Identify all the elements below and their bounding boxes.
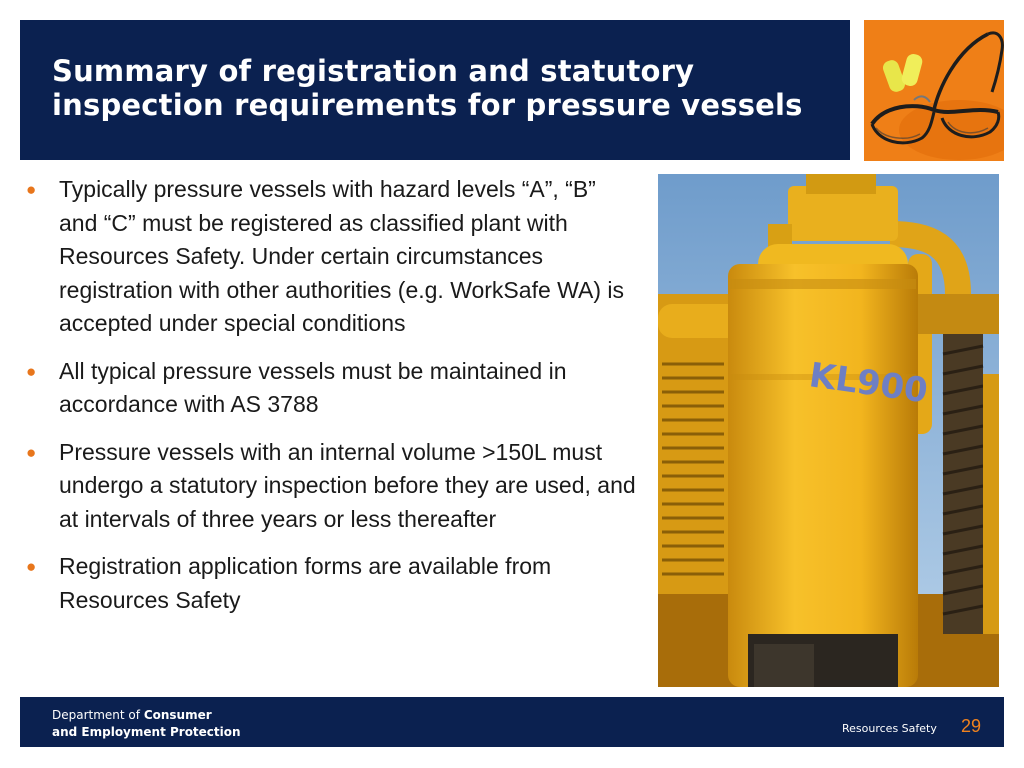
pressure-vessel-illustration — [658, 174, 999, 687]
page-number: 29 — [961, 716, 982, 736]
title-line-2: inspection requirements for pressure vessels — [52, 88, 803, 122]
bullet-dot-icon: ● — [26, 442, 37, 462]
bullet-text: Pressure vessels with an internal volume >150L must undergo a statutory inspection before they are used, and at intervals of three years or less thereafter — [59, 438, 636, 532]
bullet-text: Registration application forms are available from Resources Safety — [59, 553, 552, 613]
bullet-text: Typically pressure vessels with hazard levels “A”, “B” and “C” must be registered as classified plant with Resources Safety. Under certain circumstances registration with other authorities (e.g. WorkSafe WA) is accepted under special conditions — [59, 176, 624, 336]
department-prefix: Department of — [52, 708, 144, 722]
safety-glasses-illustration — [864, 20, 1004, 161]
footer-bar — [20, 697, 1004, 747]
vessel-label: KL900 — [806, 355, 931, 412]
bullet-item — [20, 355, 640, 422]
safety-glasses-photo — [864, 20, 1004, 161]
pressure-vessel-photo — [658, 174, 999, 687]
bullet-item — [20, 173, 640, 341]
bullet-dot-icon: ● — [26, 557, 37, 576]
bullet-dot-icon: ● — [26, 361, 37, 381]
department-name-line-2: and Employment Protection — [52, 725, 241, 739]
title-bar — [20, 20, 850, 160]
department-name-line-1 — [52, 707, 212, 723]
title-line-1: Summary of registration and statutory — [52, 54, 695, 88]
bullet-item — [20, 550, 640, 617]
bullet-item — [20, 436, 640, 537]
footer-resources-safety: Resources Safety — [842, 722, 937, 735]
bullet-dot-icon: ● — [26, 180, 37, 199]
bullet-text: All typical pressure vessels must be maintained in accordance with AS 3788 — [59, 357, 567, 417]
slide-title — [52, 54, 832, 122]
department-bold-1: Consumer — [143, 708, 212, 722]
bullet-list — [20, 173, 640, 631]
